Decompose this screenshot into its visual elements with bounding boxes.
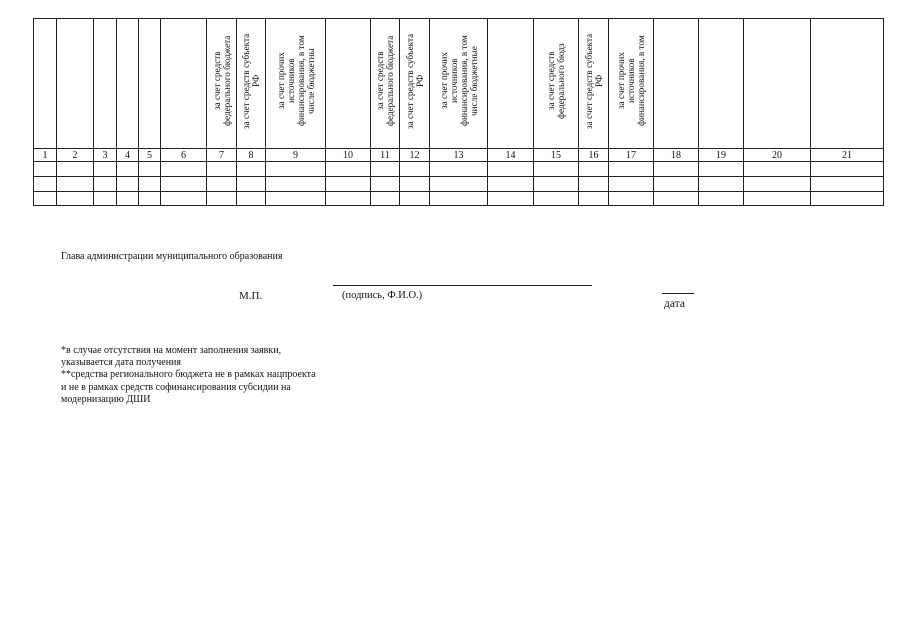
table-cell	[161, 177, 207, 192]
table-cell	[699, 177, 744, 192]
header-federal-budget: за счет средств федерального бюдз	[546, 43, 566, 119]
table-cell	[654, 177, 699, 192]
table-cell	[57, 177, 94, 192]
table-cell	[371, 177, 400, 192]
column-number: 12	[400, 149, 430, 162]
header-cell	[326, 19, 371, 149]
table-cell	[57, 162, 94, 177]
table-cell	[117, 192, 139, 206]
header-subject-budget: за счет средств субъекта РФ	[404, 33, 425, 129]
header-cell	[237, 19, 266, 149]
table-cell	[579, 177, 609, 192]
table-cell	[237, 192, 266, 206]
column-number: 21	[811, 149, 884, 162]
footnote-line: **средства регионального бюджета не в рамках нацпроекта	[61, 369, 316, 381]
table-header-row	[34, 19, 884, 149]
table-cell	[207, 177, 237, 192]
column-number: 5	[139, 149, 161, 162]
column-number: 6	[161, 149, 207, 162]
table-cell	[699, 192, 744, 206]
column-number: 14	[488, 149, 534, 162]
header-cell	[400, 19, 430, 149]
table-cell	[34, 192, 57, 206]
header-cell	[488, 19, 534, 149]
header-cell	[161, 19, 207, 149]
table-cell	[400, 192, 430, 206]
header-cell	[699, 19, 744, 149]
column-number: 11	[371, 149, 400, 162]
table-cell	[609, 177, 654, 192]
table-cell	[161, 162, 207, 177]
table-cell	[34, 162, 57, 177]
table-cell	[534, 177, 579, 192]
signature-caption: (подпись, Ф.И.О.)	[342, 290, 423, 301]
table-cell	[744, 192, 811, 206]
header-cell	[579, 19, 609, 149]
table-cell	[94, 192, 117, 206]
column-number: 1	[34, 149, 57, 162]
stamp-label: М.П.	[239, 290, 263, 302]
table-cell	[326, 177, 371, 192]
table-cell	[488, 162, 534, 177]
table-row	[34, 177, 884, 192]
table-cell	[654, 162, 699, 177]
table-cell	[744, 177, 811, 192]
table-row	[34, 162, 884, 177]
footnote-line: модернизацию ДШИ	[61, 393, 151, 405]
column-number: 10	[326, 149, 371, 162]
header-cell	[34, 19, 57, 149]
table-cell	[139, 192, 161, 206]
table-cell	[266, 162, 326, 177]
column-number: 4	[117, 149, 139, 162]
table-cell	[207, 162, 237, 177]
budget-table	[33, 18, 884, 206]
table-cell	[371, 192, 400, 206]
header-cell	[654, 19, 699, 149]
table-cell	[430, 192, 488, 206]
table-cell	[654, 192, 699, 206]
table-cell	[237, 162, 266, 177]
table-cell	[400, 162, 430, 177]
table-cell	[534, 162, 579, 177]
column-number: 17	[609, 149, 654, 162]
header-subject-budget: за счет средств субъекта РФ	[241, 33, 261, 129]
header-subject-budget: за счет средств субъекта РФ	[583, 33, 604, 129]
table-cell	[207, 192, 237, 206]
table-cell	[266, 192, 326, 206]
header-cell	[811, 19, 884, 149]
table-cell	[744, 162, 811, 177]
header-federal-budget: за счет средств федерального бюджета	[375, 35, 395, 127]
column-number: 7	[207, 149, 237, 162]
column-number: 9	[266, 149, 326, 162]
table-cell	[237, 177, 266, 192]
header-cell	[117, 19, 139, 149]
header-cell	[207, 19, 237, 149]
header-other-sources: за счет прочих источников финансирования, в том числе бюджетные	[438, 35, 479, 127]
table-cell	[57, 192, 94, 206]
table-cell	[579, 162, 609, 177]
table-cell	[94, 177, 117, 192]
table-cell	[117, 177, 139, 192]
table-row	[34, 192, 884, 206]
signature-title: Глава администрации муниципального образования	[61, 251, 283, 262]
header-other-sources: за счет прочих источников финансирования, в том	[616, 35, 646, 127]
column-number: 20	[744, 149, 811, 162]
column-number: 3	[94, 149, 117, 162]
table-cell	[400, 177, 430, 192]
header-cell	[371, 19, 400, 149]
table-cell	[609, 192, 654, 206]
footnote-line: указывается дата получения	[61, 357, 181, 369]
header-cell	[430, 19, 488, 149]
table-cell	[534, 192, 579, 206]
header-cell	[94, 19, 117, 149]
header-cell	[139, 19, 161, 149]
table-cell	[34, 177, 57, 192]
date-line	[662, 293, 694, 294]
table-cell	[579, 192, 609, 206]
table-cell	[488, 177, 534, 192]
header-other-sources: за счет прочих источников финансирования, в том числе бюджетны	[275, 35, 316, 127]
header-cell	[534, 19, 579, 149]
table-cell	[371, 162, 400, 177]
column-number: 13	[430, 149, 488, 162]
table-cell	[326, 162, 371, 177]
header-cell	[57, 19, 94, 149]
column-number: 15	[534, 149, 579, 162]
table-cell	[488, 192, 534, 206]
table-cell	[430, 162, 488, 177]
footnotes	[61, 345, 381, 406]
table-cell	[94, 162, 117, 177]
column-number: 2	[57, 149, 94, 162]
column-number: 19	[699, 149, 744, 162]
table-cell	[326, 192, 371, 206]
footnote-line: и не в рамках средств софинансирования субсидии на	[61, 381, 291, 393]
date-label: дата	[664, 298, 685, 310]
table-cell	[266, 177, 326, 192]
column-number-row	[34, 149, 884, 162]
header-cell	[266, 19, 326, 149]
table-cell	[161, 192, 207, 206]
table-cell	[139, 177, 161, 192]
table-cell	[430, 177, 488, 192]
header-cell	[744, 19, 811, 149]
table-cell	[139, 162, 161, 177]
column-number: 16	[579, 149, 609, 162]
table-cell	[699, 162, 744, 177]
table-cell	[811, 177, 884, 192]
header-federal-budget: за счет средств федерального бюджета	[211, 35, 232, 127]
table-cell	[811, 192, 884, 206]
table-cell	[609, 162, 654, 177]
column-number: 8	[237, 149, 266, 162]
table-cell	[811, 162, 884, 177]
footnote-line: *в случае отсутствия на момент заполнения заявки,	[61, 345, 282, 356]
column-number: 18	[654, 149, 699, 162]
signature-line	[333, 285, 592, 286]
header-cell	[609, 19, 654, 149]
table-cell	[117, 162, 139, 177]
